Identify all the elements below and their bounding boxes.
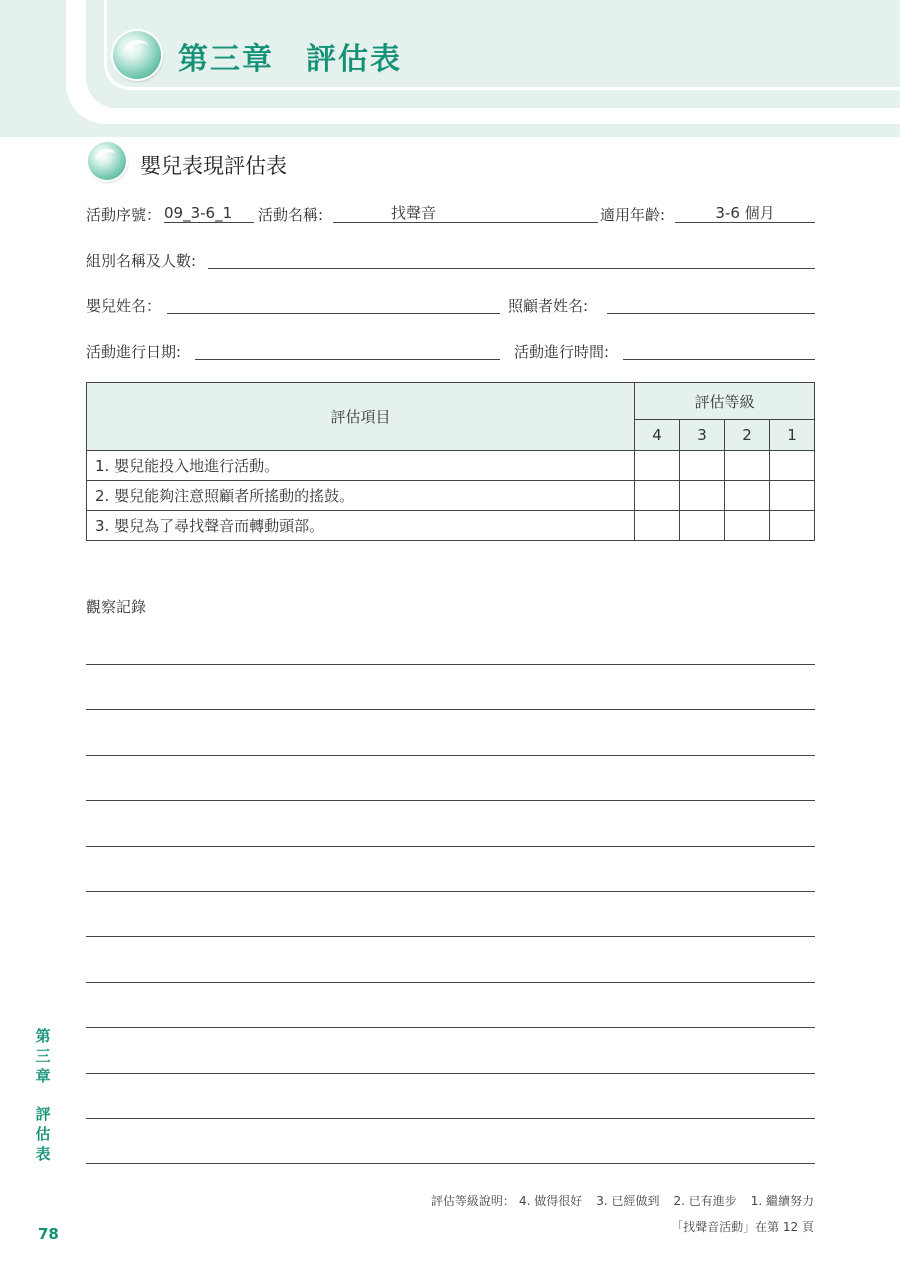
grade-cell-1-3[interactable] bbox=[680, 451, 725, 481]
table-row bbox=[87, 451, 815, 481]
item-3: 3. 嬰兒為了尋找聲音而轉動頭部。 bbox=[87, 511, 635, 541]
observation-line[interactable] bbox=[86, 800, 815, 801]
chapter-title: 第三章 評估表 bbox=[178, 42, 402, 77]
date-field[interactable] bbox=[195, 341, 500, 360]
side-char: 評 bbox=[35, 1105, 51, 1123]
evaluation-table bbox=[86, 382, 815, 541]
group-field[interactable] bbox=[208, 250, 815, 269]
page-number: 78 bbox=[38, 1225, 59, 1243]
observation-line[interactable] bbox=[86, 891, 815, 892]
grade-2-header: 2 bbox=[725, 420, 770, 451]
grade-cell-2-2[interactable] bbox=[725, 481, 770, 511]
section-orb-icon bbox=[88, 142, 126, 180]
grade-cell-3-3[interactable] bbox=[680, 511, 725, 541]
observation-title: 觀察記錄 bbox=[86, 598, 147, 616]
time-label: 活動進行時間: bbox=[514, 343, 610, 361]
grade-4-header: 4 bbox=[635, 420, 680, 451]
grade-1-header: 1 bbox=[770, 420, 815, 451]
side-char: 估 bbox=[35, 1125, 51, 1143]
grade-cell-2-4[interactable] bbox=[635, 481, 680, 511]
activity-reference: 「找聲音活動」在第 12 頁 bbox=[671, 1220, 814, 1234]
activity-name-field[interactable] bbox=[333, 204, 598, 223]
observation-line[interactable] bbox=[86, 755, 815, 756]
observation-line[interactable] bbox=[86, 664, 815, 665]
observation-line[interactable] bbox=[86, 709, 815, 710]
caregiver-label: 照顧者姓名: bbox=[508, 297, 589, 315]
grade-cell-3-2[interactable] bbox=[725, 511, 770, 541]
chapter-orb-icon bbox=[113, 31, 161, 79]
observation-line[interactable] bbox=[86, 1073, 815, 1074]
legend-item: 1. 繼續努力 bbox=[750, 1194, 814, 1208]
date-label: 活動進行日期: bbox=[86, 343, 182, 361]
baby-name-label: 嬰兒姓名： bbox=[86, 297, 162, 315]
activity-no-label: 活動序號： bbox=[86, 206, 162, 224]
side-chapter-label bbox=[33, 1026, 53, 1164]
grade-cell-3-1[interactable] bbox=[770, 511, 815, 541]
grade-legend bbox=[431, 1192, 814, 1209]
side-char: 第 bbox=[35, 1027, 51, 1045]
activity-name-value: 找聲音 bbox=[390, 204, 436, 222]
item-header: 評估項目 bbox=[87, 383, 635, 451]
legend-item: 4. 做得很好 bbox=[518, 1194, 583, 1208]
side-char: 三 bbox=[35, 1047, 51, 1065]
caregiver-field[interactable] bbox=[607, 295, 815, 314]
grade-cell-2-1[interactable] bbox=[770, 481, 815, 511]
observation-line[interactable] bbox=[86, 1027, 815, 1028]
grade-3-header: 3 bbox=[680, 420, 725, 451]
activity-name-label: 活動名稱: bbox=[258, 206, 324, 224]
side-gap bbox=[33, 1086, 53, 1104]
activity-no-field[interactable]: 09_3-6_1 bbox=[164, 204, 254, 223]
baby-name-field[interactable] bbox=[167, 295, 500, 314]
item-2: 2. 嬰兒能夠注意照顧者所搖動的搖鼓。 bbox=[87, 481, 635, 511]
group-label: 組別名稱及人數: bbox=[86, 252, 197, 270]
table-row bbox=[87, 481, 815, 511]
legend-title: 評估等級說明： bbox=[430, 1194, 515, 1208]
observation-line[interactable] bbox=[86, 936, 815, 937]
time-field[interactable] bbox=[623, 341, 815, 360]
legend-item: 2. 已有進步 bbox=[673, 1194, 737, 1208]
observation-line[interactable] bbox=[86, 846, 815, 847]
grade-cell-1-1[interactable] bbox=[770, 451, 815, 481]
observation-line[interactable] bbox=[86, 1118, 815, 1119]
grade-cell-1-4[interactable] bbox=[635, 451, 680, 481]
grade-cell-3-4[interactable] bbox=[635, 511, 680, 541]
age-label: 適用年齡: bbox=[600, 206, 666, 224]
grade-header: 評估等級 bbox=[635, 383, 815, 420]
table-row bbox=[87, 511, 815, 541]
observation-line[interactable] bbox=[86, 1163, 815, 1164]
grade-cell-2-3[interactable] bbox=[680, 481, 725, 511]
side-char: 章 bbox=[35, 1067, 51, 1085]
legend-item: 3. 已經做到 bbox=[596, 1194, 660, 1208]
side-char: 表 bbox=[35, 1145, 51, 1163]
observation-line[interactable] bbox=[86, 982, 815, 983]
age-field[interactable]: 3-6 個月 bbox=[675, 204, 815, 223]
grade-cell-1-2[interactable] bbox=[725, 451, 770, 481]
section-title: 嬰兒表現評估表 bbox=[140, 154, 287, 178]
item-1: 1. 嬰兒能投入地進行活動。 bbox=[87, 451, 635, 481]
